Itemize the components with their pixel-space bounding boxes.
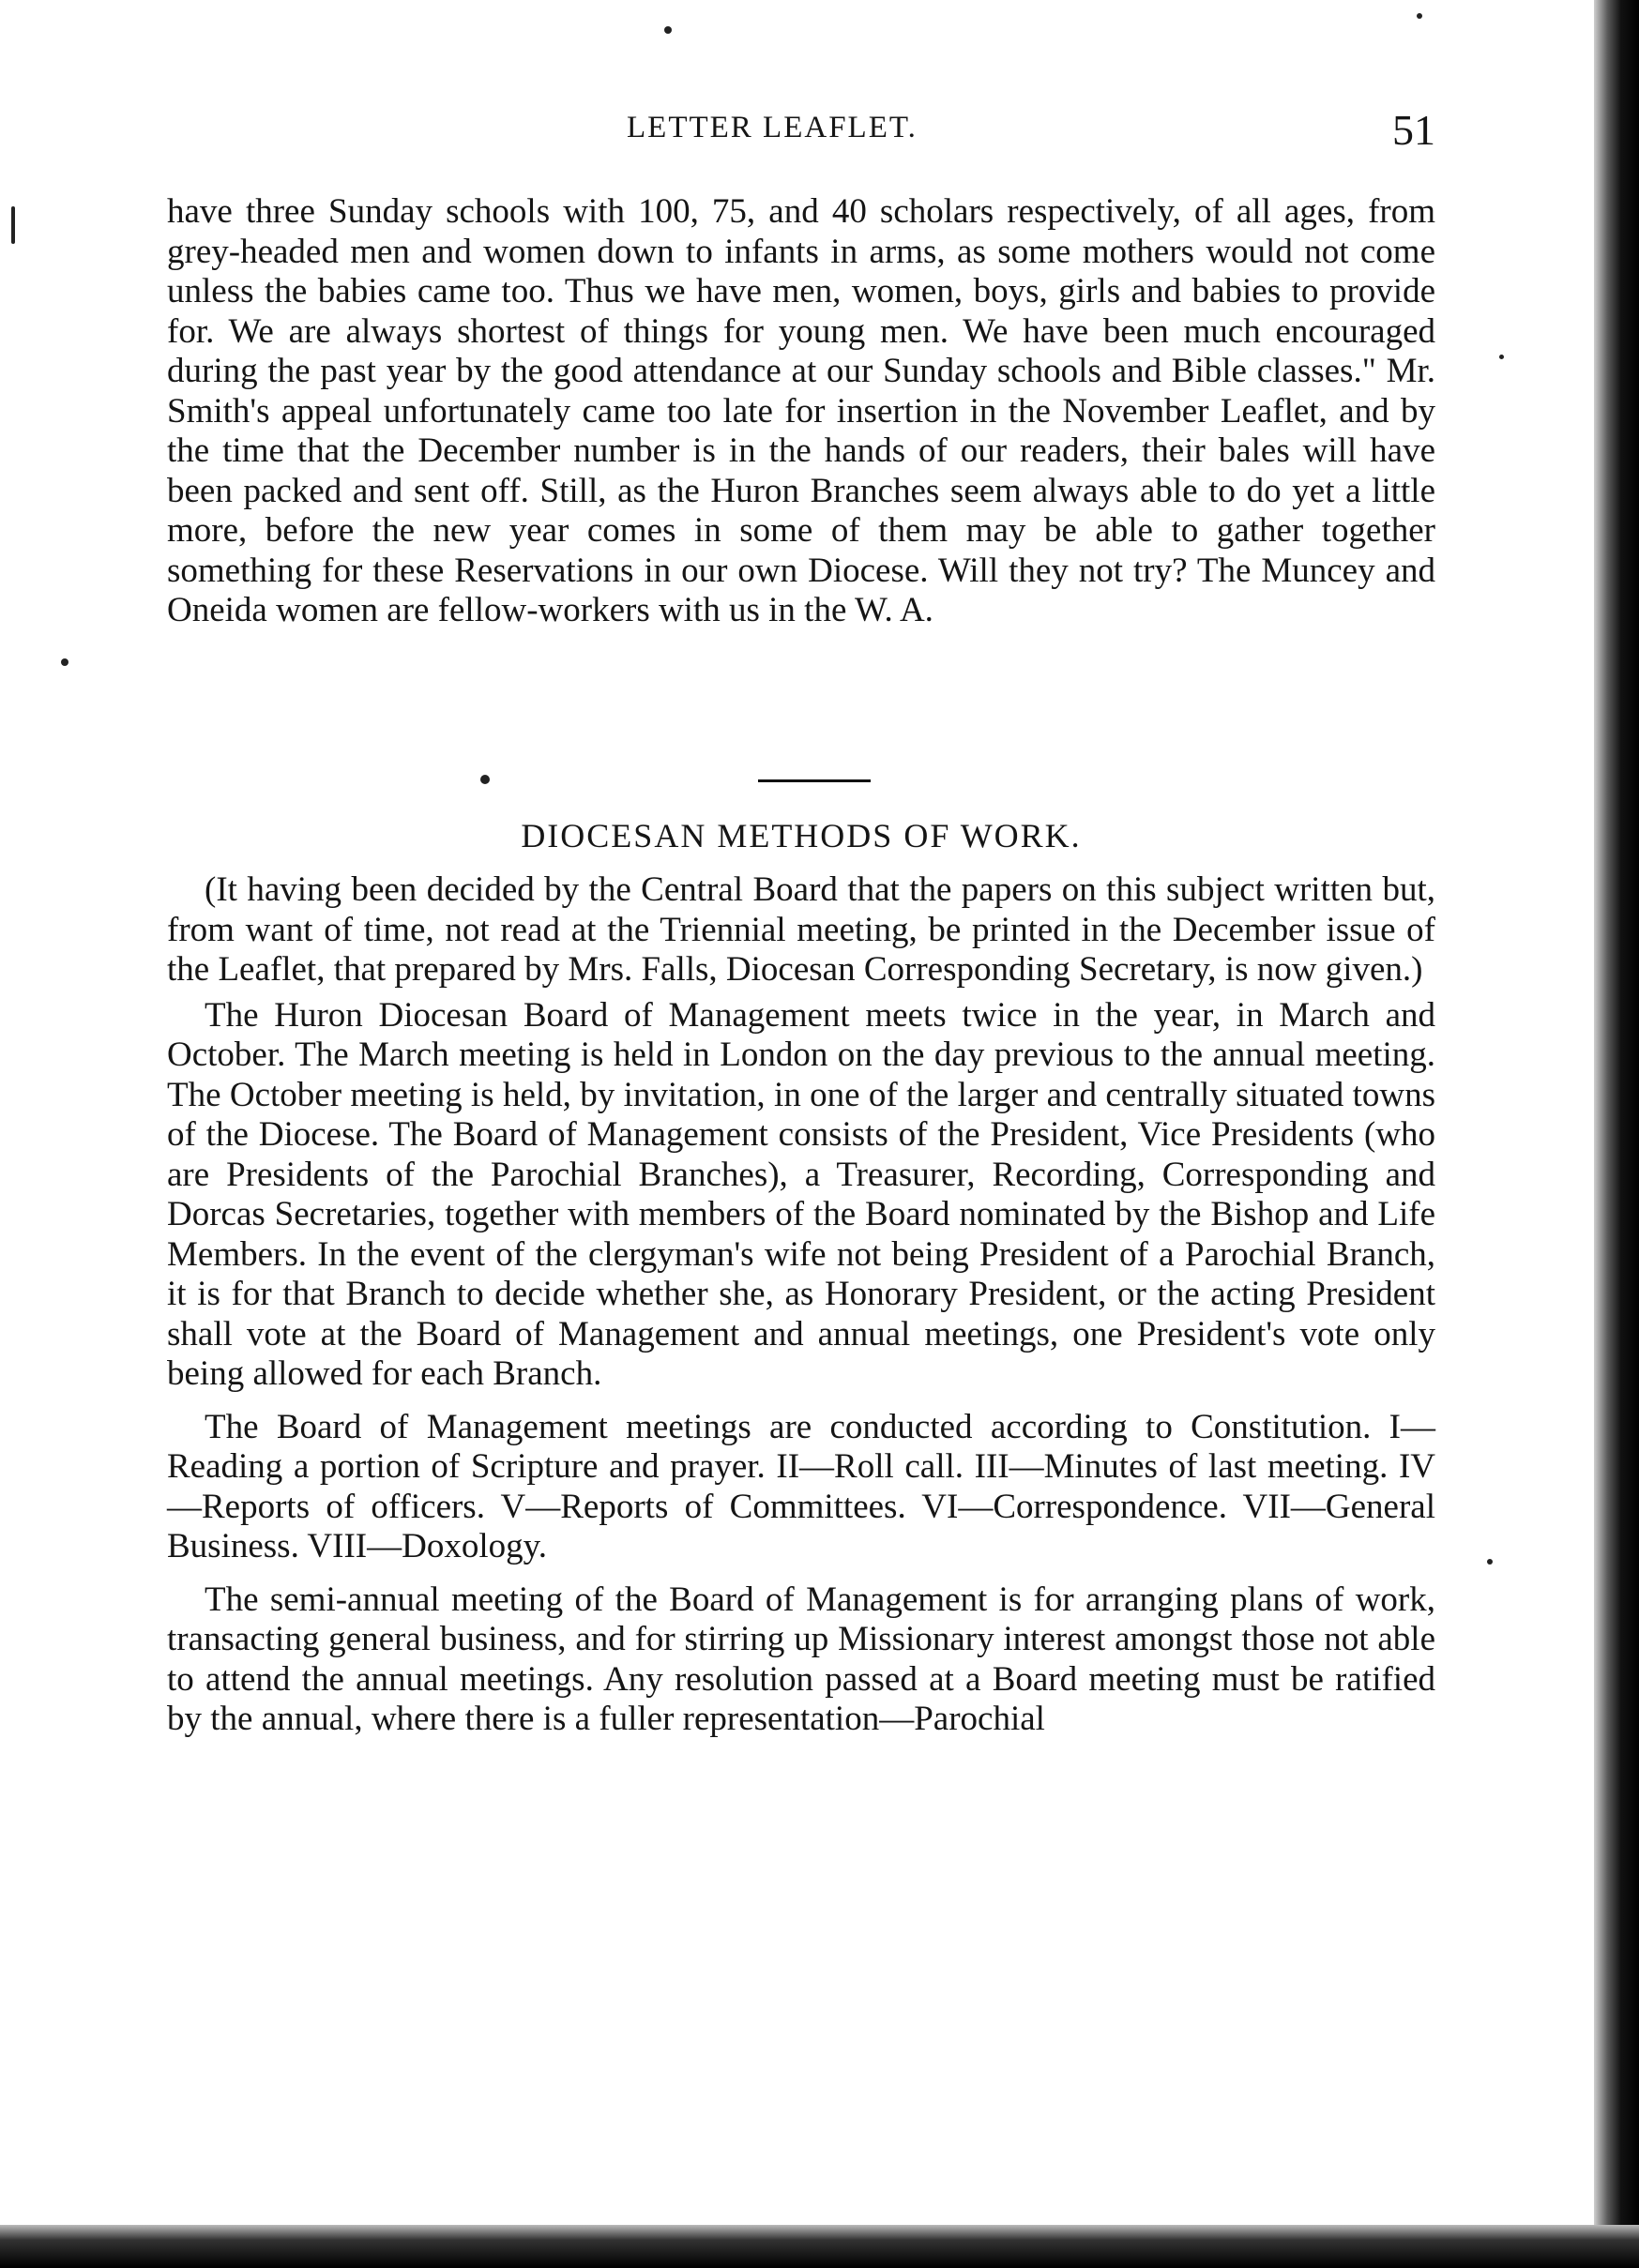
- section-divider: [758, 779, 871, 782]
- scan-speck: [1417, 13, 1422, 19]
- paragraph: The semi-annual meeting of the Board of Management is for arranging plans of work, transacting general business, and for stirring up Missionary interest amongst those not able to attend the annual meetings. Any resolution passed at a Board meeting must be ratified by the annual, where there is a fuller representation—Parochial: [167, 1580, 1435, 1738]
- paragraph: The Huron Diocesan Board of Management meets twice in the year, in March and October. The March meeting is held in London on the day previous to the annual meeting. The October meeting is held, by invitation, in one of the larger and centrally situated towns of the Diocese. The Board of Management consists of the President, Vice Presidents (who are Presidents of the Parochial Branches), a Treasurer, Recording, Corresponding and Dorcas Secretaries, together with members of the Board nominated by the Bishop and Life Members. In the event of the clergyman's wife not being President of a Parochial Branch, it is for that Branch to decide whether she, as Honorary President, or the acting President shall vote at the Board of Management and annual meetings, one President's vote only being allowed for each Branch.: [167, 995, 1435, 1393]
- scan-speck: [1487, 1559, 1493, 1565]
- page-gutter-shadow: [1594, 0, 1639, 2268]
- intro-paragraph: (It having been decided by the Central Board that the papers on this subject written but, from want of time, not read at the Triennial meeting, be printed in the December issue of the Leaflet, that prepared by Mrs. Falls, Diocesan Corresponding Secretary, is now given.): [167, 870, 1435, 989]
- continued-letter-text: [167, 192, 1435, 631]
- scan-speck: [480, 775, 490, 784]
- paragraph: have three Sunday schools with 100, 75, and 40 scholars respectively, of all ages, from grey-headed men and women down to infants in arms, as some mothers would not come unless the babies came too. Thus we have men, women, boys, girls and babies to provide for. We are always shortest of things for young men. We have been much encouraged during the past year by the good attendance at our Sunday schools and Bible classes." Mr. Smith's appeal unfortunately came too late for insertion in the November Leaflet, and by the time that the December number is in the hands of our readers, their bales will have been packed and sent off. Still, as the Huron Branches seem always able to do yet a little more, before the new year comes in some of them may be able to gather together something for these Reservations in our own Diocese. Will they not try? The Muncey and Oneida women are fellow-workers with us in the W. A.: [167, 192, 1435, 629]
- section-title: DIOCESAN METHODS OF WORK.: [521, 817, 1082, 854]
- scan-speck: [1499, 355, 1504, 359]
- page-bottom-shadow: [0, 2225, 1639, 2268]
- running-head: LETTER LEAFLET.: [627, 111, 918, 144]
- scan-mark: [11, 206, 15, 244]
- page-number: 51: [1392, 106, 1435, 154]
- scan-speck: [664, 26, 672, 34]
- page-header: [610, 106, 1435, 167]
- paragraph: The Board of Management meetings are conducted according to Constitution. I—Reading a portion of Scripture and prayer. II—Roll call. III—Minutes of last meeting. IV—Reports of officers. V—Reports of Committees. VI—Correspondence. VII—General Business. VIII—Doxology.: [167, 1407, 1435, 1565]
- scan-speck: [61, 658, 68, 666]
- section-body: [167, 870, 1435, 1740]
